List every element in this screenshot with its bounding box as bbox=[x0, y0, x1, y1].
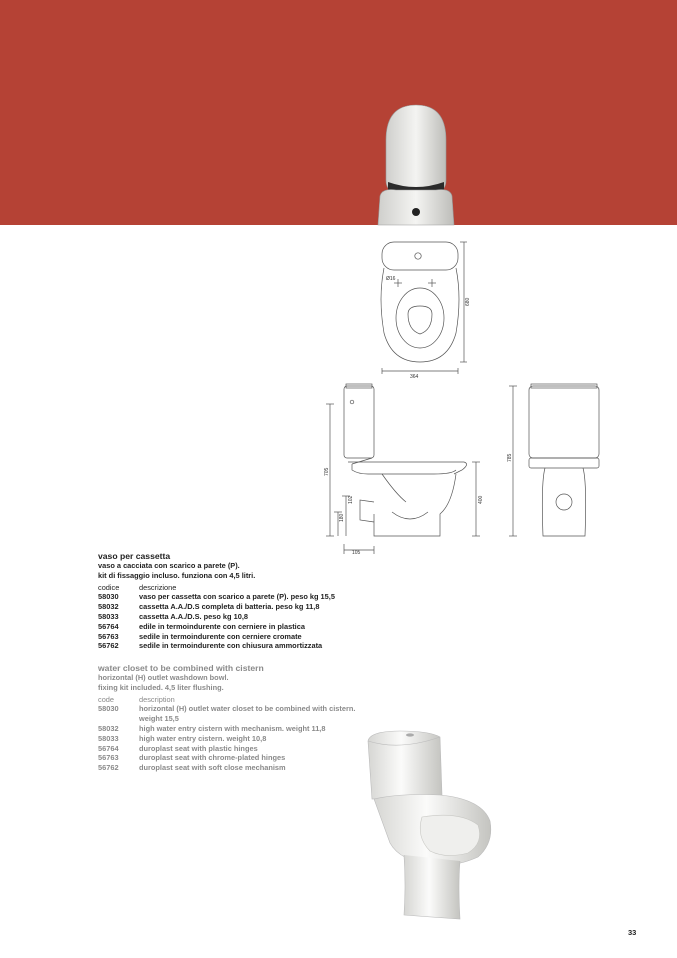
table-row bbox=[98, 734, 355, 744]
italian-title: vaso per cassetta bbox=[98, 551, 171, 561]
row-code: 56762 bbox=[98, 641, 119, 651]
table-row bbox=[98, 724, 355, 734]
table-row bbox=[98, 622, 335, 632]
row-description: edile in termoindurente con cerniere in plastica bbox=[139, 621, 305, 631]
row-description: cassetta A.A./D.S. peso kg 10,8 bbox=[139, 611, 248, 621]
english-intro-line: fixing kit included. 4,5 liter flushing. bbox=[98, 682, 224, 692]
table-row bbox=[98, 744, 355, 754]
row-code: 58030 bbox=[98, 592, 119, 602]
row-description: cassetta A.A./D.S completa di batteria. peso kg 11,8 bbox=[139, 602, 320, 612]
english-section bbox=[98, 663, 355, 773]
table-row bbox=[98, 602, 335, 612]
dim-bowl-height-label: 400 bbox=[478, 495, 484, 504]
row-code: 58033 bbox=[98, 611, 119, 621]
row-description: vaso per cassetta con scarico a parete (P). peso kg 15,5 bbox=[139, 592, 335, 602]
row-description: sedile in termoindurente con cerniere cromate bbox=[139, 631, 302, 641]
table-row bbox=[98, 612, 335, 622]
table-header-row bbox=[98, 695, 355, 705]
row-code: 56763 bbox=[98, 753, 119, 763]
row-description: high water entry cistern with mechanism. weight 11,8 bbox=[139, 723, 326, 733]
dim-outlet-center-label: 180 bbox=[339, 513, 345, 522]
table-row bbox=[98, 704, 355, 724]
code-header: codice bbox=[98, 582, 120, 592]
row-description: duroplast seat with soft close mechanism bbox=[139, 763, 286, 773]
description-header: descrizione bbox=[139, 582, 177, 592]
row-description: sedile in termoindurente con chiusura ammortizzata bbox=[139, 641, 323, 651]
dim-length-label: 680 bbox=[465, 297, 471, 306]
dim-outlet-height-label: 102 bbox=[348, 495, 354, 504]
table-row bbox=[98, 763, 355, 773]
hero-toilet-image bbox=[376, 100, 456, 230]
italian-intro-line: kit di fissaggio incluso. funziona con 4,5 litri. bbox=[98, 570, 256, 580]
english-code-table bbox=[98, 695, 355, 773]
code-header: code bbox=[98, 694, 115, 704]
row-code: 58033 bbox=[98, 733, 119, 743]
dim-height-label: 785 bbox=[507, 453, 513, 462]
table-row bbox=[98, 632, 335, 642]
italian-intro-line: vaso a cacciata con scarico a parete (P). bbox=[98, 561, 240, 570]
row-code: 56764 bbox=[98, 743, 119, 753]
table-row bbox=[98, 592, 335, 602]
row-code: 56764 bbox=[98, 621, 119, 631]
top-view-drawing bbox=[370, 238, 480, 383]
row-description: duroplast seat with plastic hinges bbox=[139, 743, 258, 753]
front-view-drawing bbox=[505, 382, 605, 542]
italian-code-table bbox=[98, 583, 335, 652]
table-header-row bbox=[98, 583, 335, 593]
english-title: water closet to be combined with cistern bbox=[98, 663, 264, 673]
header-banner bbox=[0, 0, 677, 225]
row-code: 56763 bbox=[98, 631, 119, 641]
row-code: 56762 bbox=[98, 763, 119, 773]
description-header: description bbox=[139, 694, 175, 704]
row-code: 58032 bbox=[98, 723, 119, 733]
dim-width-label: 364 bbox=[410, 374, 419, 380]
product-photo bbox=[360, 725, 500, 925]
row-description-line: horizontal (H) outlet water closet to be combined with cistern. bbox=[139, 704, 356, 714]
row-description bbox=[139, 704, 355, 724]
dim-hole-label: Ø16 bbox=[386, 276, 396, 282]
italian-section bbox=[98, 551, 335, 651]
dim-total-height-label: 705 bbox=[324, 467, 330, 476]
table-row bbox=[98, 753, 355, 763]
dim-offset-label: 105 bbox=[352, 550, 361, 556]
row-description-line: weight 15,5 bbox=[139, 714, 179, 724]
side-view-drawing bbox=[322, 382, 492, 558]
row-code: 58030 bbox=[98, 704, 119, 714]
table-row bbox=[98, 641, 335, 651]
row-description: duroplast seat with chrome-plated hinges bbox=[139, 753, 286, 763]
row-description: high water entry cistern. weight 10,8 bbox=[139, 733, 267, 743]
english-intro-line: horizontal (H) outlet washdown bowl. bbox=[98, 673, 229, 682]
page-number: 33 bbox=[628, 928, 637, 937]
row-code: 58032 bbox=[98, 602, 119, 612]
